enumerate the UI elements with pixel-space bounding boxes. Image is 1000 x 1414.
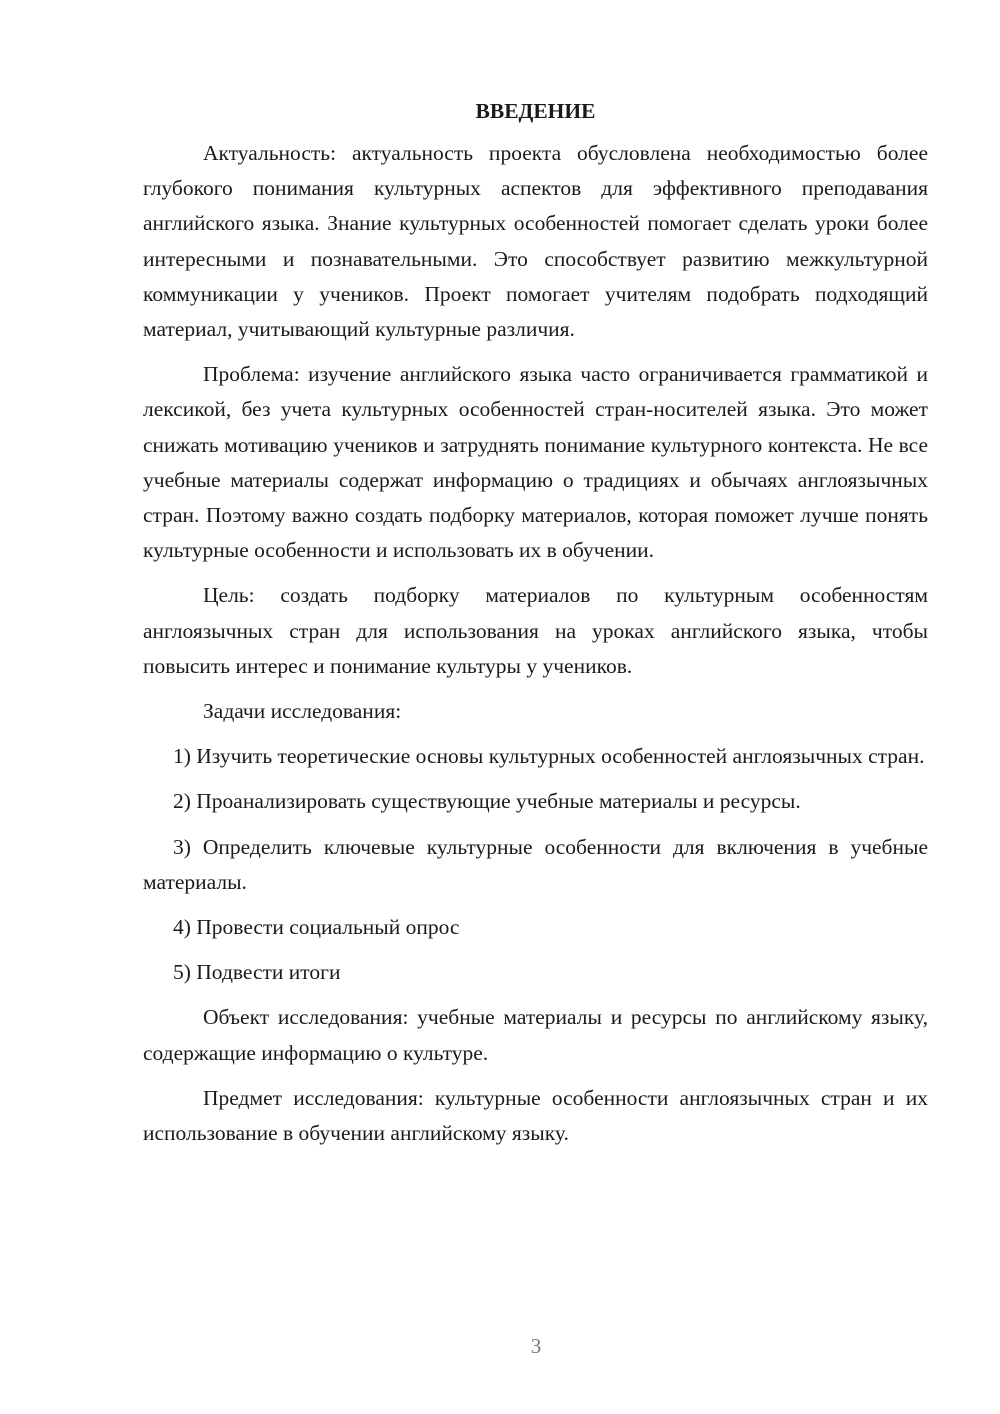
tasks-heading: Задачи исследования: <box>203 699 402 724</box>
page-title: ВВЕДЕНИЕ <box>475 99 596 123</box>
task-item-4: 4) Провести социальный опрос <box>173 915 460 940</box>
task-item-3: 3) Определить ключевые культурные особенности для включения в учебные материалы. <box>143 834 928 894</box>
task-item-1: 1) Изучить теоретические основы культурных особенностей англоязычных стран. <box>173 744 925 769</box>
task-item-5: 5) Подвести итоги <box>173 960 341 985</box>
paragraph-problem: Проблема: изучение английского языка часто ограничивается грамматикой и лексикой, без учета культурных особенностей стран-носителей языка. Это может снижать мотивацию учеников и затруднять понимание культурного контекста. Не все учебные материалы содержат информацию о традициях и обычаях англоязычных стран. Поэтому важно создать подборку материалов, которая поможет лучше понять культурные особенности и использовать их в обучении. <box>143 362 928 563</box>
paragraph-subject: Предмет исследования: культурные особенности англоязычных стран и их использование в обучении английскому языку. <box>143 1085 928 1146</box>
document-page <box>143 96 928 1161</box>
paragraph-object: Объект исследования: учебные материалы и ресурсы по английскому языку, содержащие информацию о культуре. <box>143 1005 928 1065</box>
paragraph-relevance: Актуальность: актуальность проекта обусловлена необходимостью более глубокого понимания культурных аспектов для эффективного преподавания английского языка. Знание культурных особенностей помогает сделать уроки более интересными и познавательными. Это способствует развитию межкультурной коммуникации у учеников. Проект помогает учителям подобрать подходящий материал, учитывающий культурные различия. <box>143 141 928 342</box>
task-item-2: 2) Проанализировать существующие учебные материалы и ресурсы. <box>173 789 801 814</box>
page-number: 3 <box>530 1334 542 1358</box>
paragraph-goal: Цель: создать подборку материалов по культурным особенностям англоязычных стран для использования на уроках английского языка, чтобы повысить интерес и понимание культуры у учеников. <box>143 583 928 678</box>
